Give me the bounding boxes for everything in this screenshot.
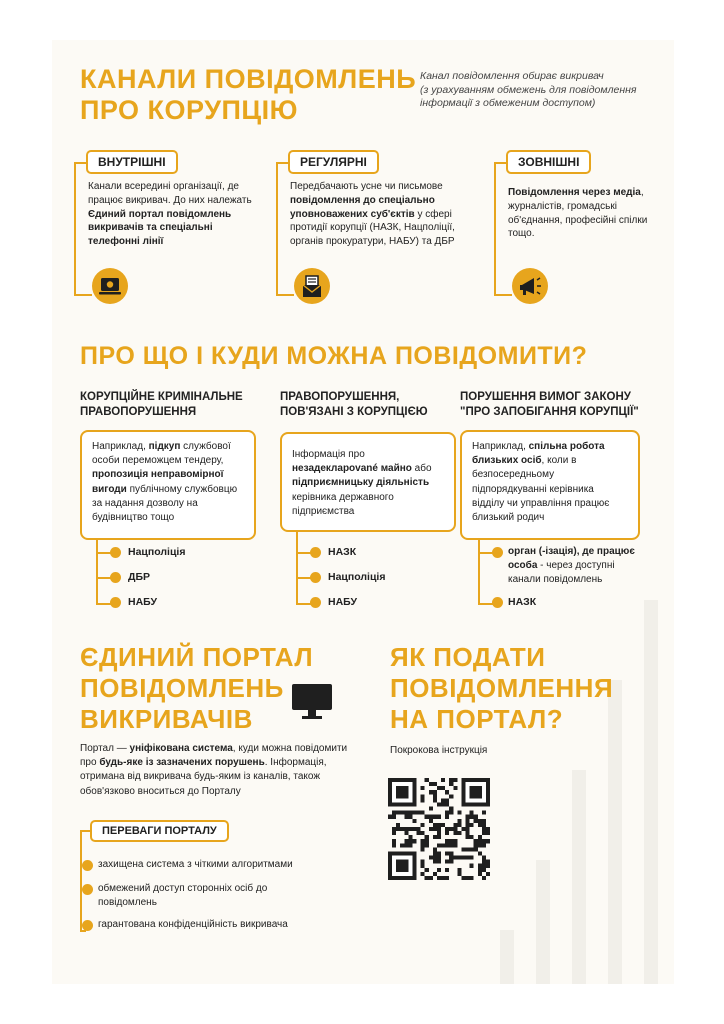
text-bold: незадекларované майно <box>292 463 412 475</box>
howto-subtitle: Покрокова інструкція <box>390 745 488 756</box>
title-line: ЯК ПОДАТИ <box>390 642 546 672</box>
bullet-item-organisation <box>508 545 648 587</box>
text-bold: повідомлення до спеціально уповноважених суб'єктів <box>290 194 435 220</box>
bullet-dot <box>82 860 93 871</box>
heading-line: ПОРУШЕННЯ ВИМОГ ЗАКОНУ <box>460 391 631 403</box>
heading-line: ПРАВОПОРУШЕННЯ, <box>280 391 400 403</box>
text-bold: будь-яке із зазначених порушень <box>99 757 265 769</box>
text-plain: Наприклад, <box>472 441 529 452</box>
advantage-item: обмежений доступ сторонніх осіб до повідомлень <box>98 883 268 908</box>
bullet-connector <box>96 552 112 554</box>
channel-regular-text <box>290 180 480 249</box>
where-col3-box <box>460 430 640 540</box>
portal-title <box>80 642 313 736</box>
heading-line: ПОВ'ЯЗАНІ З КОРУПЦІЄЮ <box>280 405 428 418</box>
text-plain: службової особи переможцем тендеру, <box>92 441 231 467</box>
bullet-stem <box>296 532 298 604</box>
heading-line: КОРУПЦІЙНЕ КРИМІНАЛЬНЕ <box>80 391 243 403</box>
where-col1-box <box>80 430 256 540</box>
page-title <box>80 64 416 126</box>
bullet-stem <box>96 540 98 604</box>
decor-bar <box>572 770 586 984</box>
text-plain: , журналістів, громадські об'єднання, професійні спілки тощо. <box>508 187 648 240</box>
title-line: НА ПОРТАЛ? <box>390 704 564 735</box>
channel-connector <box>74 162 86 164</box>
heading-line: ПРАВОПОРУШЕННЯ <box>80 405 197 418</box>
bullet-connector <box>296 603 312 605</box>
text-plain: , куди можна повідомити про <box>80 743 348 769</box>
text-bold: спільна робота близьких осіб <box>472 441 605 467</box>
title-line: ПРО КОРУПЦІЮ <box>80 95 298 126</box>
text-bold: підприємницьку діяльність <box>292 477 430 489</box>
channel-external-text <box>508 186 658 241</box>
text-plain: - через доступні канали повідомлень <box>508 560 615 585</box>
advantage-item: захищена система з чіткими алгоритмами <box>98 859 293 870</box>
text-plain: Портал — <box>80 743 130 754</box>
bullet-connector <box>478 552 494 554</box>
advantages-connector <box>80 830 82 930</box>
decor-bar <box>644 600 658 984</box>
howto-title <box>390 642 613 736</box>
channel-external-label: ЗОВНІШНІ <box>506 150 591 174</box>
advantage-item: гарантована конфіденційність викривача <box>98 919 288 930</box>
bullet-stem <box>478 540 480 604</box>
title-line: КАНАЛИ ПОВІДОМЛЕНЬ <box>80 64 417 94</box>
text-plain: публічному службовцю за надання дозволу на будівництво тощо <box>92 483 238 523</box>
bullet-item: НАЗК <box>508 596 537 608</box>
text-bold: підкуп <box>148 441 181 452</box>
text-plain: . Інформація, отримана від викривача будь-яким із каналів, також обов'язково вноситься до Порталу <box>80 757 327 797</box>
where-col1-heading <box>80 390 243 420</box>
text-plain: Інформація про <box>292 449 365 460</box>
where-col2-box <box>280 432 456 532</box>
bullet-dot <box>82 884 93 895</box>
heading-line: "ПРО ЗАПОБІГАННЯ КОРУПЦІЇ" <box>460 405 639 418</box>
channel-connector <box>494 162 506 164</box>
bullet-item: НАЗК <box>328 546 357 558</box>
title-line: ЄДИНИЙ ПОРТАЛ <box>80 642 314 672</box>
channel-connector <box>74 294 92 296</box>
decor-bar <box>536 860 550 984</box>
title-line: ПОВІДОМЛЕННЯ <box>390 673 614 704</box>
channel-connector <box>276 162 288 164</box>
channel-connector <box>494 162 496 294</box>
note-line: інформації з обмеженим доступом) <box>420 97 596 110</box>
channel-connector <box>276 162 278 294</box>
bullet-connector <box>478 603 494 605</box>
bullet-connector <box>96 577 112 579</box>
bullet-item: НАБУ <box>328 596 357 608</box>
channel-connector <box>276 294 294 296</box>
where-title: ПРО ЩО І КУДИ МОЖНА ПОВІДОМИТИ? <box>80 342 588 370</box>
bullet-item: ДБР <box>128 571 151 583</box>
text-bold: орган (-ізація), де працює особа <box>508 546 635 571</box>
text-plain: керівника державного підприємства <box>292 491 394 517</box>
advantages-connector <box>80 830 90 832</box>
text-plain: або <box>411 463 432 475</box>
qr-code[interactable] <box>388 778 490 880</box>
title-line: ПОВІДОМЛЕНЬ <box>80 673 284 704</box>
computer-icon <box>92 268 128 304</box>
bullet-connector <box>296 552 312 554</box>
portal-description <box>80 742 360 799</box>
channel-regular-label: РЕГУЛЯРНІ <box>288 150 379 174</box>
bullet-item: Нацполіція <box>128 546 186 558</box>
decor-bar <box>500 930 514 984</box>
bullet-item: НАБУ <box>128 596 157 608</box>
megaphone-icon <box>512 268 548 304</box>
where-col2-heading <box>280 390 428 420</box>
text-bold: Повідомлення через медіа <box>508 187 641 198</box>
advantages-connector <box>80 930 86 932</box>
where-col3-heading <box>460 390 639 420</box>
monitor-icon <box>290 682 334 727</box>
channel-connector <box>494 294 512 296</box>
note-line: Канал повідомлення обирає викривач <box>420 70 604 82</box>
text-plain: у сфері протидії корупції (НАЗК, Нацполіції, органів прокуратури, НАБУ) та ДБР <box>290 208 455 248</box>
title-line: ВИКРИВАЧІВ <box>80 704 253 735</box>
text-bold: Єдиний портал повідомлень викривачів та спеціальні телефонні лінії <box>88 208 232 248</box>
text-plain: Канали всередині організації, де працює викривач. До них належать <box>88 181 252 206</box>
header-note <box>420 70 670 111</box>
channel-internal-text <box>88 180 258 249</box>
channel-connector <box>74 162 76 294</box>
text-plain: , коли в безпосередньому підпорядкуванні керівника відділу чи управління працює близький родич <box>472 455 610 523</box>
text-plain: Наприклад, <box>92 441 149 452</box>
text-bold: пропозиція неправомірної вигоди <box>92 469 224 495</box>
envelope-icon <box>294 268 330 304</box>
bullet-item: Нацполіція <box>328 571 386 583</box>
text-bold: уніфікована система <box>129 743 233 754</box>
bullet-connector <box>296 577 312 579</box>
text-plain: Передбачають усне чи письмове <box>290 181 443 192</box>
advantages-label: ПЕРЕВАГИ ПОРТАЛУ <box>90 820 229 842</box>
channel-internal-label: ВНУТРІШНІ <box>86 150 178 174</box>
note-line: (з урахуванням обмежень для повідомлення <box>420 83 637 96</box>
bullet-connector <box>96 603 112 605</box>
